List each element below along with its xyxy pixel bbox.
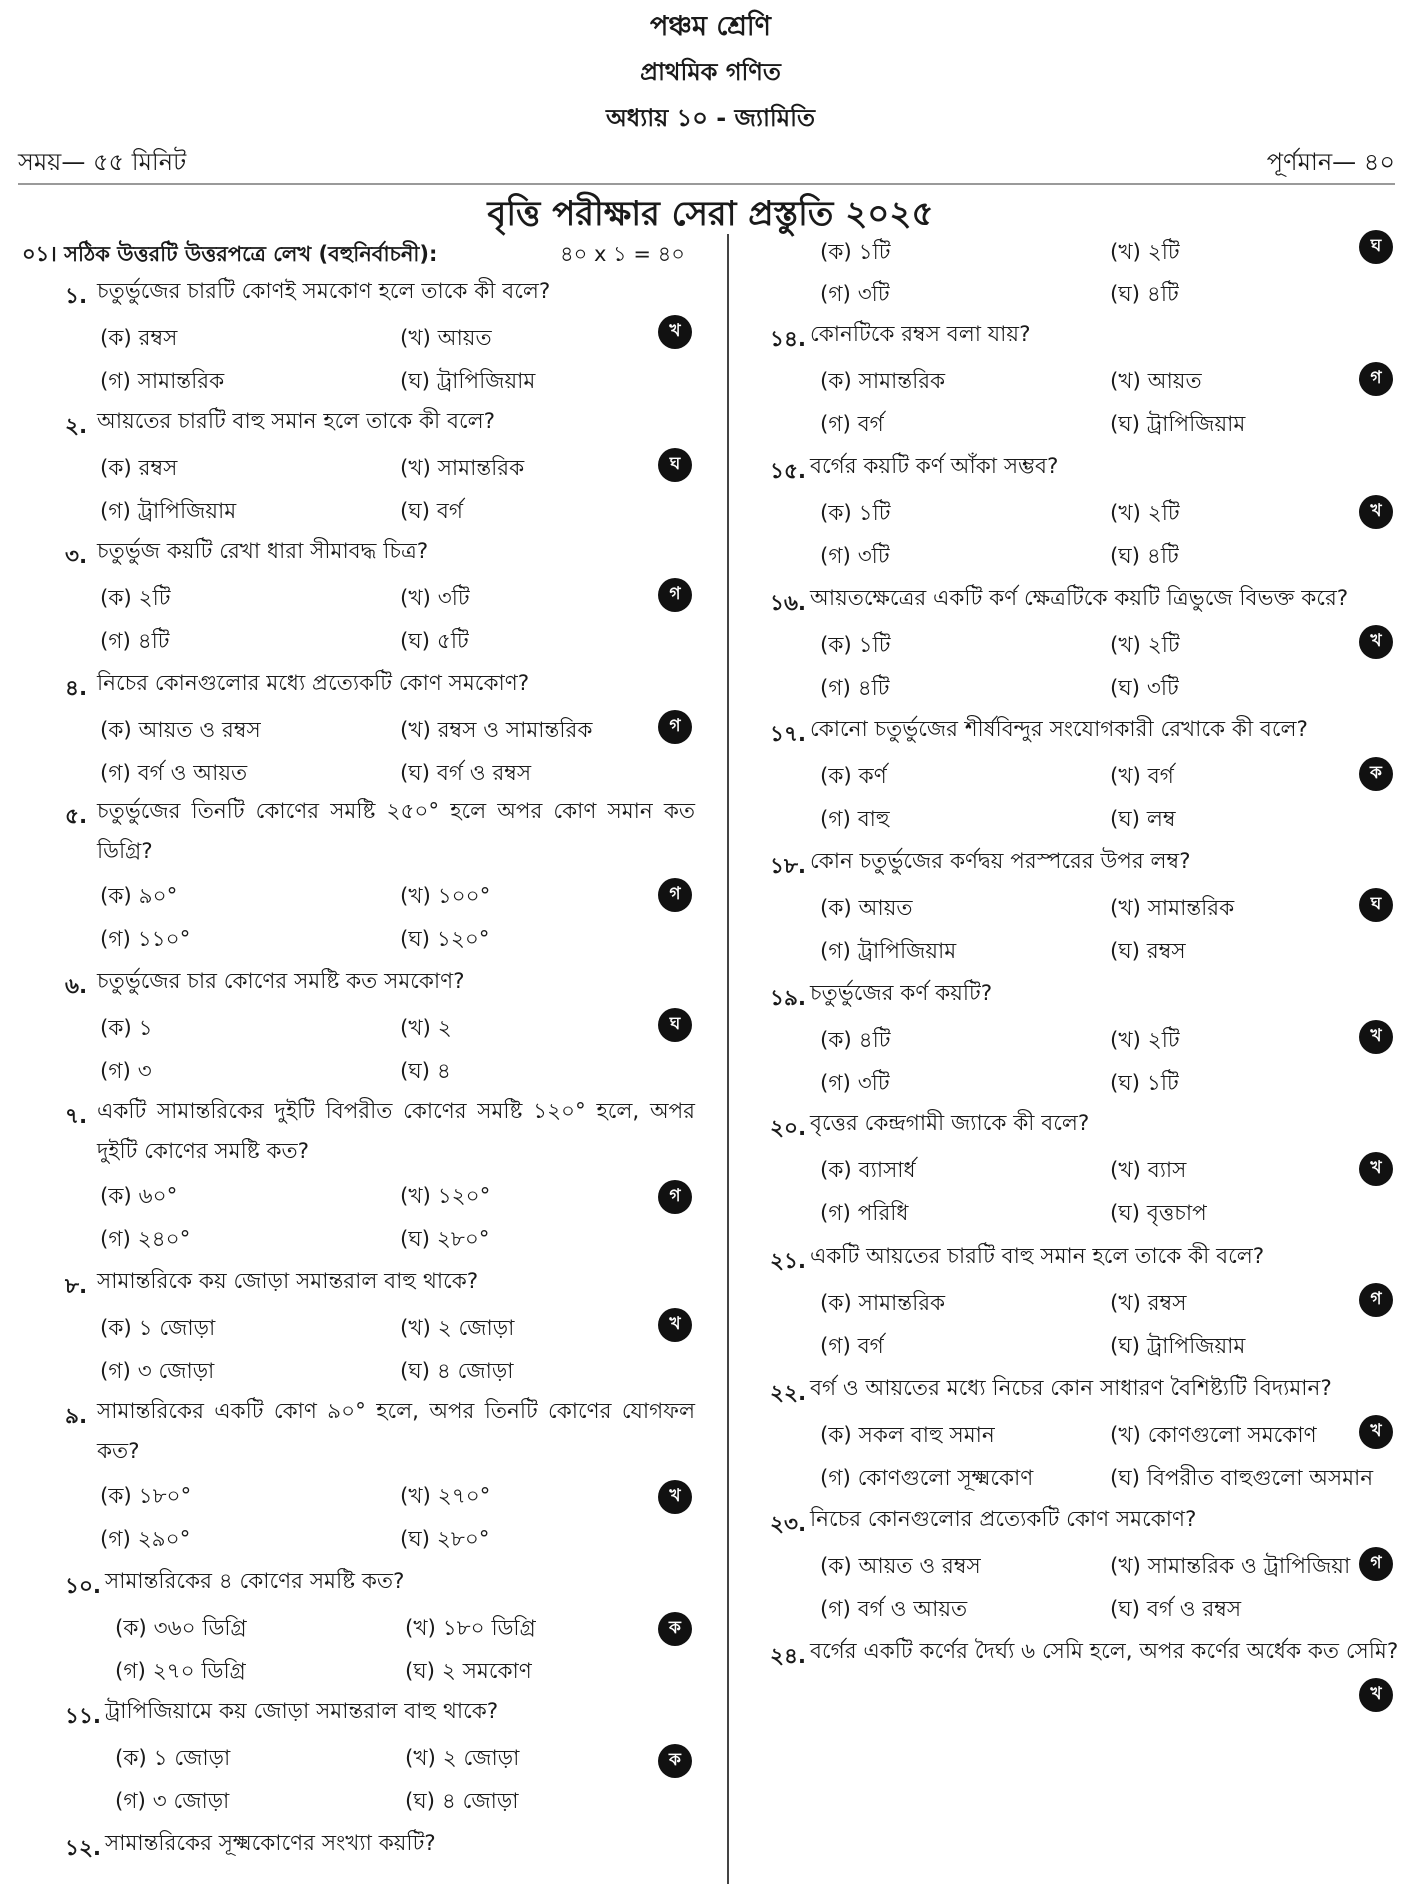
answer-option: (ক) সামান্তরিক: [820, 369, 946, 394]
question-text: বর্গের কয়টি কর্ণ আঁকা সম্ভব?: [810, 454, 1059, 479]
full-marks: পূর্ণমান— ৪০: [1266, 148, 1395, 176]
answer-badge: গ: [1359, 1547, 1393, 1581]
question-number: ১১.: [65, 1704, 102, 1729]
answer-option: (খ) সামান্তরিক: [1110, 896, 1235, 921]
question-number: ২৩.: [770, 1512, 807, 1537]
answer-option: (খ) কোণগুলো সমকোণ: [1110, 1423, 1317, 1448]
answer-option: (ক) সকল বাহু সমান: [820, 1423, 995, 1448]
answer-badge: খ: [1359, 1415, 1393, 1449]
question-number: ১৬.: [770, 591, 807, 616]
question-number: ২০.: [770, 1116, 807, 1141]
answer-badge: খ: [658, 315, 692, 349]
answer-option: (খ) ২টি: [1110, 633, 1180, 658]
answer-option: (খ) রম্বস ও সামান্তরিক: [400, 718, 593, 743]
answer-badge: খ: [1359, 1152, 1393, 1186]
answer-option: (গ) বর্গ: [820, 1334, 884, 1359]
question-number: ২.: [65, 414, 88, 439]
column-divider: [727, 234, 729, 1884]
question-text: আয়তের চারটি বাহু সমান হলে তাকে কী বলে?: [97, 409, 496, 434]
answer-badge: গ: [658, 878, 692, 912]
answer-option: (গ) ৩: [100, 1059, 152, 1084]
answer-option: (খ) ব্যাস: [1110, 1158, 1187, 1183]
answer-option: (ক) কর্ণ: [820, 764, 887, 789]
answer-option: (খ) ১৮০ ডিগ্রি: [405, 1616, 536, 1641]
answer-option: (ঘ) ৫টি: [400, 629, 469, 654]
question-text: বর্গের একটি কর্ণের দৈর্ঘ্য ৬ সেমি হলে, অপর কর্ণের অর্ধেক কত সেমি?: [810, 1639, 1399, 1664]
question-text: আয়তক্ষেত্রের একটি কর্ণ ক্ষেত্রটিকে কয়টি ত্রিভুজে বিভক্ত করে?: [810, 586, 1349, 611]
answer-option: (ঘ) বর্গ ও রম্বস: [1110, 1597, 1242, 1622]
answer-badge: খ: [1359, 1020, 1393, 1054]
answer-option: (গ) বর্গ ও আয়ত: [100, 761, 248, 786]
chapter-heading: অধ্যায় ১০ - জ্যামিতি: [606, 104, 815, 132]
question-text: সামান্তরিকের ৪ কোণের সমষ্টি কত?: [105, 1569, 405, 1594]
answer-option: (গ) ৩টি: [820, 282, 890, 307]
answer-badge: ক: [658, 1744, 692, 1778]
answer-option: (ক) ১ জোড়া: [115, 1746, 231, 1771]
answer-option: (ক) সামান্তরিক: [820, 1291, 946, 1316]
section-marks: ৪০ x ১ = ৪০: [560, 242, 685, 266]
question-text: চতুর্ভুজের তিনটি কোণের সমষ্টি ২৫০° হলে অপর কোণ সমান কত ডিগ্রি?: [97, 799, 695, 864]
answer-option: (ক) রম্বস: [100, 326, 178, 351]
answer-badge: ঘ: [1359, 888, 1393, 922]
answer-badge: গ: [658, 710, 692, 744]
section-instruction: ০১। সঠিক উত্তরটি উত্তরপত্রে লেখ (বহুনির্বাচনী):: [22, 242, 438, 266]
answer-option: (ঘ) বৃত্তচাপ: [1110, 1201, 1207, 1226]
answer-option: (গ) পরিধি: [820, 1201, 909, 1226]
question-text: একটি আয়তের চারটি বাহু সমান হলে তাকে কী বলে?: [810, 1244, 1265, 1269]
answer-badge: খ: [1359, 1678, 1393, 1712]
answer-badge: ক: [658, 1612, 692, 1646]
answer-option: (ক) ১: [100, 1016, 153, 1041]
answer-option: (খ) সামান্তরিক: [400, 456, 525, 481]
answer-option: (ক) আয়ত ও রম্বস: [100, 718, 261, 743]
question-text: নিচের কোনগুলোর মধ্যে প্রত্যেকটি কোণ সমকোণ?: [97, 671, 530, 696]
question-number: ৯.: [65, 1404, 88, 1429]
answer-option: (ক) ১৮০°: [100, 1484, 192, 1509]
page-title: বৃত্তি পরীক্ষার সেরা প্রস্তুতি ২০২৫: [487, 194, 934, 234]
subject-heading: প্রাথমিক গণিত: [640, 58, 781, 86]
question-number: ৮.: [65, 1274, 88, 1299]
answer-option: (ক) ৩৬০ ডিগ্রি: [115, 1616, 247, 1641]
answer-badge: খ: [1359, 495, 1393, 529]
question-number: ১৯.: [770, 986, 807, 1011]
answer-option: (ঘ) ৪টি: [1110, 282, 1179, 307]
answer-option: (ঘ) ২৮০°: [400, 1527, 490, 1552]
answer-option: (খ) ২: [400, 1016, 452, 1041]
answer-option: (খ) সামান্তরিক ও ট্রাপিজিয়া: [1110, 1554, 1351, 1579]
answer-option: (ঘ) বর্গ ও রম্বস: [400, 761, 532, 786]
answer-badge: ঘ: [1359, 230, 1393, 264]
answer-badge: খ: [658, 1480, 692, 1514]
question-text: কোনো চতুর্ভুজের শীর্ষবিন্দুর সংযোগকারী রেখাকে কী বলে?: [810, 717, 1308, 742]
question-text: কোনটিকে রম্বস বলা যায়?: [810, 322, 1031, 347]
question-number: ১২.: [65, 1836, 102, 1861]
question-text: সামান্তরিকের সূক্ষ্মকোণের সংখ্যা কয়টি?: [105, 1831, 436, 1856]
header-divider: [18, 183, 1395, 185]
answer-option: (গ) ২৯০°: [100, 1527, 191, 1552]
answer-option: (ঘ) রম্বস: [1110, 939, 1186, 964]
question-text: চতুর্ভুজের চার কোণের সমষ্টি কত সমকোণ?: [97, 969, 465, 994]
answer-option: (গ) ৪টি: [820, 676, 890, 701]
answer-option: (ক) আয়ত: [820, 896, 913, 921]
answer-option: (ঘ) ৪ জোড়া: [405, 1789, 519, 1814]
answer-option: (ঘ) ৪টি: [1110, 544, 1179, 569]
answer-option: (খ) রম্বস: [1110, 1291, 1187, 1316]
question-text: একটি সামান্তরিকের দুইটি বিপরীত কোণের সমষ্টি ১২০° হলে, অপর দুইটি কোণের সমষ্টি কত?: [97, 1099, 695, 1164]
answer-option: (ক) ১ জোড়া: [100, 1316, 216, 1341]
answer-option: (খ) ২ জোড়া: [405, 1746, 520, 1771]
question-text: চতুর্ভুজের কর্ণ কয়টি?: [810, 981, 993, 1006]
exam-time: সময়— ৫৫ মিনিট: [18, 148, 187, 176]
question-number: ২২.: [770, 1381, 807, 1406]
question-text: বৃত্তের কেন্দ্রগামী জ্যাকে কী বলে?: [810, 1111, 1090, 1136]
question-text: কোন চতুর্ভুজের কর্ণদ্বয় পরস্পরের উপর লম্ব?: [810, 849, 1191, 874]
answer-option: (খ) ২টি: [1110, 501, 1180, 526]
question-number: ১০.: [65, 1574, 102, 1599]
answer-option: (গ) ট্রাপিজিয়াম: [100, 499, 237, 524]
answer-option: (ঘ) ৩টি: [1110, 676, 1179, 701]
answer-option: (গ) ৩ জোড়া: [115, 1789, 230, 1814]
question-number: ৭.: [65, 1104, 88, 1129]
answer-badge: গ: [658, 578, 692, 612]
answer-badge: গ: [1359, 1283, 1393, 1317]
answer-option: (ঘ) ৪: [400, 1059, 451, 1084]
question-text: বর্গ ও আয়তের মধ্যে নিচের কোন সাধারণ বৈশিষ্ট্যটি বিদ্যমান?: [810, 1376, 1332, 1401]
answer-option: (গ) বর্গ: [820, 412, 884, 437]
question-number: ১৭.: [770, 722, 807, 747]
answer-option: (ক) ২টি: [100, 586, 171, 611]
answer-option: (খ) ২ জোড়া: [400, 1316, 515, 1341]
answer-option: (খ) ২টি: [1110, 240, 1180, 265]
answer-badge: ঘ: [658, 1008, 692, 1042]
answer-option: (ঘ) বিপরীত বাহুগুলো অসমান: [1110, 1466, 1374, 1491]
question-text: চতুর্ভুজ কয়টি রেখা ধারা সীমাবদ্ধ চিত্র?: [97, 539, 429, 564]
answer-option: (ক) ১টি: [820, 633, 891, 658]
question-number: ১৮.: [770, 854, 807, 879]
answer-option: (ক) ৪টি: [820, 1028, 891, 1053]
answer-option: (ঘ) লম্ব: [1110, 807, 1176, 832]
answer-option: (ক) আয়ত ও রম্বস: [820, 1554, 981, 1579]
answer-option: (ক) ৯০°: [100, 884, 178, 909]
class-heading: পঞ্চম শ্রেণি: [650, 11, 771, 42]
answer-option: (ঘ) বর্গ: [400, 499, 463, 524]
answer-option: (গ) ট্রাপিজিয়াম: [820, 939, 957, 964]
answer-option: (ক) ১টি: [820, 240, 891, 265]
answer-option: (ঘ) ৪ জোড়া: [400, 1359, 514, 1384]
answer-option: (খ) বর্গ: [1110, 764, 1174, 789]
answer-badge: খ: [1359, 625, 1393, 659]
answer-option: (গ) কোণগুলো সূক্ষ্মকোণ: [820, 1466, 1034, 1491]
answer-option: (খ) ২টি: [1110, 1028, 1180, 1053]
answer-option: (গ) ২৪০°: [100, 1227, 191, 1252]
question-number: ১৫.: [770, 459, 807, 484]
question-number: ২১.: [770, 1249, 807, 1274]
question-text: ট্রাপিজিয়ামে কয় জোড়া সমান্তরাল বাহু থাকে?: [105, 1699, 499, 1724]
answer-option: (খ) ৩টি: [400, 586, 470, 611]
question-text: সামান্তরিকের একটি কোণ ৯০° হলে, অপর তিনটি কোণের যোগফল কত?: [97, 1399, 695, 1464]
question-number: ৪.: [65, 676, 88, 701]
answer-option: (ক) ব্যাসার্ধ: [820, 1158, 916, 1183]
answer-option: (খ) ১০০°: [400, 884, 491, 909]
answer-option: (গ) ১১০°: [100, 927, 191, 952]
question-number: ১.: [65, 284, 88, 309]
answer-option: (ঘ) ২ সমকোণ: [405, 1659, 532, 1684]
answer-option: (ঘ) ২৮০°: [400, 1227, 490, 1252]
question-text: সামান্তরিকে কয় জোড়া সমান্তরাল বাহু থাকে?: [97, 1269, 479, 1294]
answer-option: (ঘ) ১টি: [1110, 1071, 1179, 1096]
answer-option: (ঘ) ট্রাপিজিয়াম: [1110, 412, 1246, 437]
answer-option: (গ) বাহু: [820, 807, 890, 832]
answer-option: (ক) ৬০°: [100, 1184, 178, 1209]
answer-option: (খ) আয়ত: [1110, 369, 1202, 394]
answer-option: (গ) ৩টি: [820, 1071, 890, 1096]
answer-badge: গ: [1359, 362, 1393, 396]
answer-option: (গ) সামান্তরিক: [100, 369, 225, 394]
question-text: নিচের কোনগুলোর প্রত্যেকটি কোণ সমকোণ?: [810, 1507, 1197, 1532]
answer-badge: ক: [1359, 757, 1393, 791]
answer-option: (খ) ২৭০°: [400, 1484, 491, 1509]
question-number: ৩.: [65, 544, 88, 569]
question-number: ১৪.: [770, 327, 807, 352]
answer-badge: গ: [658, 1180, 692, 1214]
answer-badge: খ: [658, 1308, 692, 1342]
question-number: ৫.: [65, 804, 88, 829]
answer-option: (গ) বর্গ ও আয়ত: [820, 1597, 968, 1622]
answer-option: (গ) ৩টি: [820, 544, 890, 569]
question-number: ২৪.: [770, 1644, 807, 1669]
question-number: ৬.: [65, 974, 88, 999]
answer-badge: ঘ: [658, 448, 692, 482]
answer-option: (ঘ) ট্রাপিজিয়াম: [1110, 1334, 1246, 1359]
answer-option: (খ) আয়ত: [400, 326, 492, 351]
question-text: চতুর্ভুজের চারটি কোণই সমকোণ হলে তাকে কী বলে?: [97, 279, 551, 304]
answer-option: (ঘ) ১২০°: [400, 927, 490, 952]
answer-option: (গ) ৪টি: [100, 629, 170, 654]
answer-option: (খ) ১২০°: [400, 1184, 491, 1209]
answer-option: (ঘ) ট্রাপিজিয়াম: [400, 369, 536, 394]
answer-option: (গ) ৩ জোড়া: [100, 1359, 215, 1384]
answer-option: (গ) ২৭০ ডিগ্রি: [115, 1659, 246, 1684]
answer-option: (ক) ১টি: [820, 501, 891, 526]
answer-option: (ক) রম্বস: [100, 456, 178, 481]
